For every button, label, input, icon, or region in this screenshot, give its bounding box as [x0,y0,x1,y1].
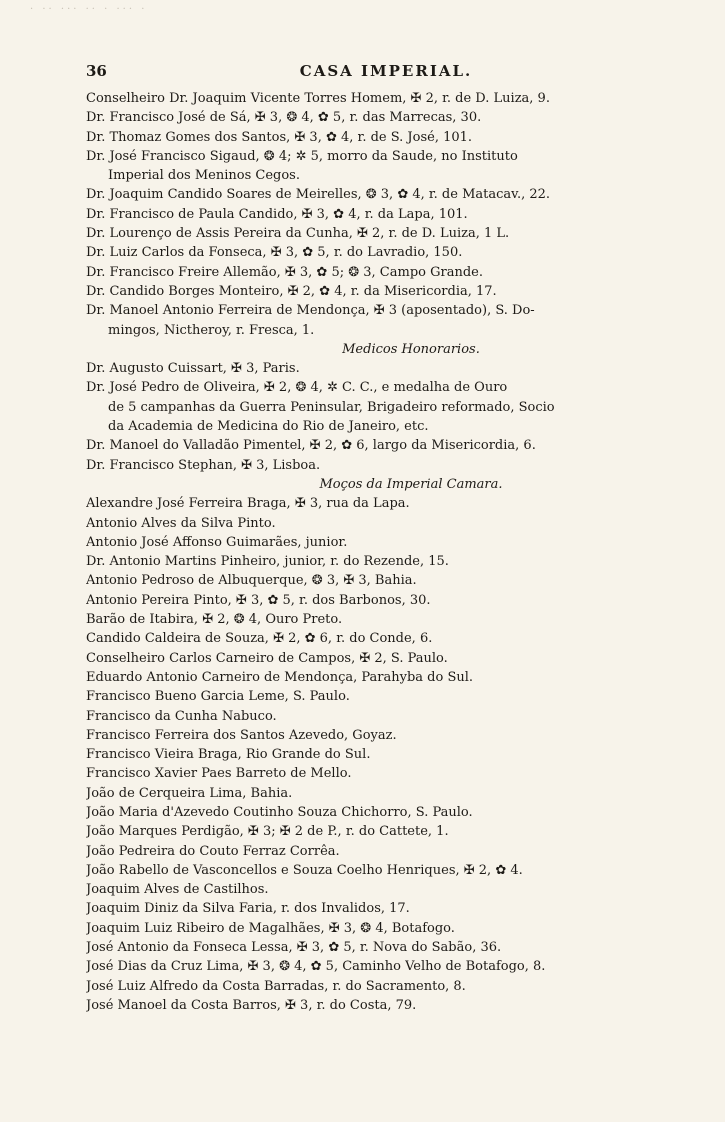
entry-line: Dr. Francisco de Paula Candido, ✠ 3, ✿ 4, r. da Lapa, 101. [86,206,468,222]
entry-line: mingos, Nictheroy, r. Fresca, 1. [108,322,315,338]
entry-line: Dr. Joaquim Candido Soares de Meirelles, ❂ 3, ✿ 4, r. de Matacav., 22. [86,187,551,203]
entry-line: José Antonio da Fonseca Lessa, ✠ 3, ✿ 5, r. Nova do Sabão, 36. [86,940,502,956]
entry-line: Imperial dos Meninos Cegos. [108,168,300,184]
entry-line: João Marques Perdigão, ✠ 3; ✠ 2 de P., r. do Cattete, 1. [86,824,449,840]
entry-line: Francisco Bueno Garcia Leme, S. Paulo. [86,689,350,705]
entry-line: Francisco Vieira Braga, Rio Grande do Sul. [86,747,371,763]
entry-line: Dr. Francisco Stephan, ✠ 3, Lisboa. [86,457,321,473]
entry-line: João Pedreira do Couto Ferraz Corrêa. [86,843,340,859]
section-heading: Medicos Honorarios. [342,341,480,357]
entry-line: Conselheiro Carlos Carneiro de Campos, ✠ 2, S. Paulo. [86,650,448,666]
entry-line: Candido Caldeira de Souza, ✠ 2, ✿ 6, r. do Conde, 6. [86,631,433,647]
entry-line: João de Cerqueira Lima, Bahia. [86,785,293,801]
section-heading: Moços da Imperial Camara. [319,476,503,492]
entry-line: Dr. Manoel Antonio Ferreira de Mendonça, ✠ 3 (aposentado), S. Do- [86,303,535,319]
entry-line: Antonio Alves da Silva Pinto. [86,515,276,531]
entry-line: Dr. Francisco José de Sá, ✠ 3, ❂ 4, ✿ 5, r. das Marrecas, 30. [86,110,482,126]
entry-line: Alexandre José Ferreira Braga, ✠ 3, rua da Lapa. [86,496,410,512]
entry-line: Antonio Pedroso de Albuquerque, ❂ 3, ✠ 3, Bahia. [86,573,417,589]
entry-line: Antonio Pereira Pinto, ✠ 3, ✿ 5, r. dos Barbonos, 30. [86,592,431,608]
entry-line: Dr. Lourenço de Assis Pereira da Cunha, ✠ 2, r. de D. Luiza, 1 L. [86,226,510,242]
entry-line: Dr. Augusto Cuissart, ✠ 3, Paris. [86,361,300,377]
entry-line: Dr. José Pedro de Oliveira, ✠ 2, ❂ 4, ✲ C. C., e medalha de Ouro [86,380,508,396]
entry-line: Francisco da Cunha Nabuco. [86,708,277,724]
entry-line: de 5 campanhas da Guerra Peninsular, Brigadeiro reformado, Socio [108,399,555,415]
entry-line: Dr. Candido Borges Monteiro, ✠ 2, ✿ 4, r. da Misericordia, 17. [86,283,497,299]
entry-line: Eduardo Antonio Carneiro de Mendonça, Parahyba do Sul. [86,669,474,685]
entry-line: Dr. Luiz Carlos da Fonseca, ✠ 3, ✿ 5, r. do Lavradio, 150. [86,245,463,261]
entry-line: Joaquim Luiz Ribeiro de Magalhães, ✠ 3, ❂ 4, Botafogo. [86,920,455,936]
entry-line: João Rabello de Vasconcellos e Souza Coelho Henriques, ✠ 2, ✿ 4. [86,862,523,878]
page-title: CASA IMPERIAL. [299,62,473,80]
entry-line: da Academia de Medicina do Rio de Janeiro, etc. [108,419,429,435]
bleed-through-smudge: · ·· ··· ·· · ··· · [30,4,148,15]
page-number: 36 [86,62,107,80]
entry-line: José Luiz Alfredo da Costa Barradas, r. do Sacramento, 8. [86,978,466,994]
entry-line: Dr. José Francisco Sigaud, ❂ 4; ✲ 5, morro da Saude, no Instituto [86,148,518,164]
entry-line: José Manoel da Costa Barros, ✠ 3, r. do Costa, 79. [86,997,417,1013]
entry-line: José Dias da Cruz Lima, ✠ 3, ❂ 4, ✿ 5, Caminho Velho de Botafogo, 8. [86,959,546,975]
entry-line: Antonio José Affonso Guimarães, junior. [86,534,348,550]
entry-line: Dr. Francisco Freire Allemão, ✠ 3, ✿ 5; ❂ 3, Campo Grande. [86,264,483,280]
entry-line: Joaquim Diniz da Silva Faria, r. dos Invalidos, 17. [86,901,410,917]
entry-line: Dr. Manoel do Valladão Pimentel, ✠ 2, ✿ 6, largo da Misericordia, 6. [86,438,536,454]
entries-list [86,89,696,1015]
entry-line: Francisco Ferreira dos Santos Azevedo, Goyaz. [86,727,397,743]
entry-line: Joaquim Alves de Castilhos. [86,882,269,898]
entry-line: Francisco Xavier Paes Barreto de Mello. [86,766,352,782]
page-header [86,62,686,84]
entry-line: Conselheiro Dr. Joaquim Vicente Torres Homem, ✠ 2, r. de D. Luiza, 9. [86,91,550,106]
entry-line: João Maria d'Azevedo Coutinho Souza Chichorro, S. Paulo. [86,804,473,820]
entry-line: Dr. Antonio Martins Pinheiro, junior, r. do Rezende, 15. [86,554,449,570]
entry-line: Barão de Itabira, ✠ 2, ❂ 4, Ouro Preto. [86,612,343,628]
entry-line: Dr. Thomaz Gomes dos Santos, ✠ 3, ✿ 4, r. de S. José, 101. [86,129,473,145]
